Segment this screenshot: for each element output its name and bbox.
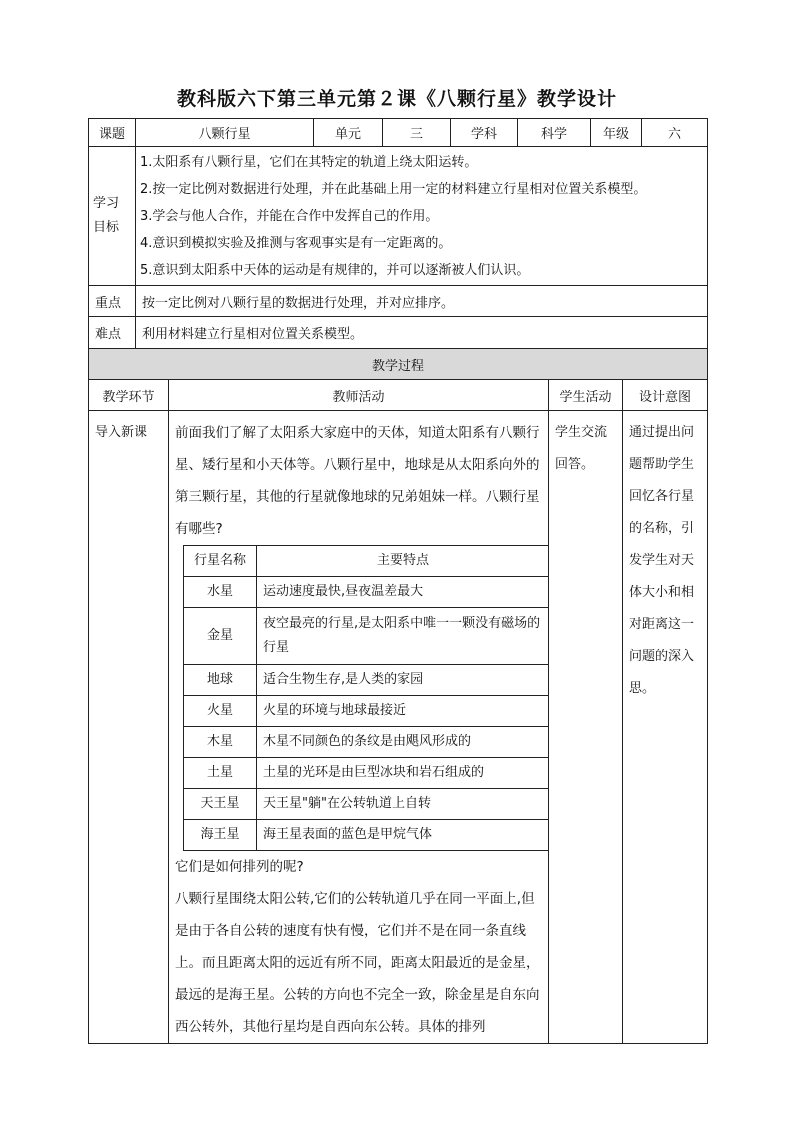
planet-feature: 木星不同颜色的条纹是由飓风形成的 <box>257 727 549 758</box>
planet-name: 火星 <box>184 696 257 727</box>
planet-name: 天王星 <box>184 789 257 820</box>
difficulty-label: 难点 <box>89 317 136 349</box>
grade-label: 年级 <box>591 119 642 147</box>
planet-feature: 土星的光环是由巨型冰块和岩石组成的 <box>257 758 549 789</box>
planet-name: 金星 <box>184 608 257 665</box>
goal-item: 5.意识到太阳系中天体的运动是有规律的，并可以逐渐被人们认识。 <box>140 262 530 278</box>
student-activity: 学生交流回答。 <box>549 411 623 1044</box>
planet-feature: 火星的环境与地球最接近 <box>257 696 549 727</box>
planet-feature: 适合生物生存,是人类的家园 <box>257 665 549 696</box>
teacher-intro: 前面我们了解了太阳系大家庭中的天体，知道太阳系有八颗行星、矮行星和小天体等。八颗行星中，地球是从太阳系向外的第三颗行星，其他的行星就像地球的兄弟姐妹一样。八颗行星有哪些? <box>175 425 540 537</box>
question-text: 它们是如何排列的呢? <box>175 859 304 875</box>
planet-feature: 运动速度最快,昼夜温差最大 <box>257 577 549 608</box>
planet-feature: 夜空最亮的行星,是太阳系中唯一一颗没有磁场的行星 <box>257 608 549 665</box>
document-title: 教科版六下第三单元第２课《八颗行星》教学设计 <box>176 88 617 110</box>
planet-feature: 天王星"躺"在公转轨道上自转 <box>257 789 549 820</box>
features-header-feature: 主要特点 <box>257 546 549 577</box>
goal-item: 4.意识到模拟实验及推测与客观事实是有一定距离的。 <box>140 235 452 251</box>
stage-name: 导入新课 <box>89 411 169 1044</box>
goal-item: 3.学会与他人合作，并能在合作中发挥自己的作用。 <box>140 208 439 224</box>
goal-item: 2.按一定比例对数据进行处理，并在此基础上用一定的材料建立行星相对位置关系模型。 <box>140 181 647 197</box>
difficulty-value: 利用材料建立行星相对位置关系模型。 <box>136 317 708 349</box>
design-intent: 通过提出问题帮助学生回忆各行星的名称，引发学生对天体大小和相对距离这一问题的深入思。 <box>623 411 708 1044</box>
planet-name: 水星 <box>184 577 257 608</box>
planet-name: 土星 <box>184 758 257 789</box>
goals-label <box>89 147 136 286</box>
teacher-explanation: 八颗行星围绕太阳公转,它们的公转轨道几乎在同一平面上,但是由于各自公转的速度有快有慢，它们并不是在同一条直线上。而且距离太阳的远近有所不同，距离太阳最近的是金星，最远的是海王星。公转的方向也不完全一致，除金星是自东向西公转外，其他行星均是自西向东公转。具体的排列 <box>175 891 540 1035</box>
section-title: 教学过程 <box>89 349 708 380</box>
subject-label: 学科 <box>451 119 518 147</box>
features-header-name: 行星名称 <box>184 546 257 577</box>
key-value: 按一定比例对八颗行星的数据进行处理，并对应排序。 <box>136 286 708 317</box>
teacher-activity <box>169 411 549 1044</box>
lesson-info-table <box>88 118 708 349</box>
topic-value: 八颗行星 <box>136 119 314 147</box>
key-label: 重点 <box>89 286 136 317</box>
planet-feature: 海王星表面的蓝色是甲烷气体 <box>257 820 549 851</box>
topic-label: 课题 <box>89 119 136 147</box>
subject-value: 科学 <box>518 119 591 147</box>
goals-label-text: 学习目标 <box>93 196 120 235</box>
planet-name: 地球 <box>184 665 257 696</box>
header-student: 学生活动 <box>549 380 623 411</box>
unit-label: 单元 <box>314 119 383 147</box>
unit-value: 三 <box>383 119 451 147</box>
planet-name: 木星 <box>184 727 257 758</box>
header-teacher: 教师活动 <box>169 380 549 411</box>
goal-item: 1.太阳系有八颗行星，它们在其特定的轨道上绕太阳运转。 <box>140 154 478 170</box>
teaching-process-table <box>88 348 708 1044</box>
header-intent: 设计意图 <box>623 380 708 411</box>
header-stage: 教学环节 <box>89 380 169 411</box>
grade-value: 六 <box>642 119 708 147</box>
planet-name: 海王星 <box>184 820 257 851</box>
goals-list <box>136 147 708 286</box>
planet-features-table <box>183 545 549 851</box>
